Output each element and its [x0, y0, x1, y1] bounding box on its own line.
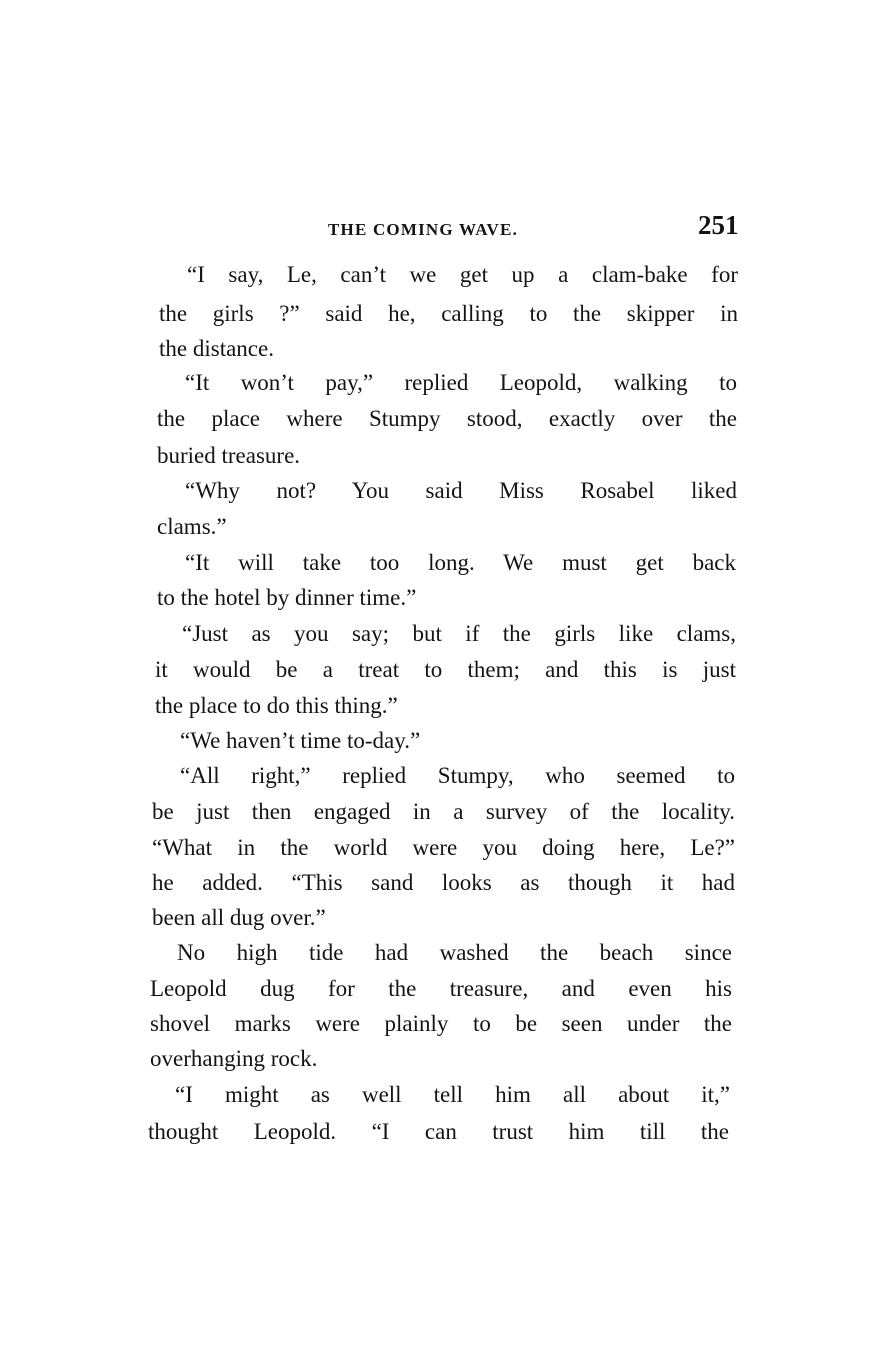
text-line: the place where Stumpy stood, exactly over the	[157, 406, 737, 431]
page-number: 251	[698, 210, 739, 240]
text-line: the girls ?” said he, calling to the skipper in	[159, 301, 738, 326]
text-line: “What in the world were you doing here, Le?”	[152, 835, 735, 860]
text-line: be just then engaged in a survey of the locality.	[152, 799, 735, 824]
text-line: “It won’t pay,” replied Leopold, walking to	[185, 370, 737, 395]
text-line: thought Leopold. “I can trust him till the	[148, 1119, 729, 1144]
text-line: shovel marks were plainly to be seen under the	[150, 1011, 732, 1036]
text-line: it would be a treat to them; and this is just	[155, 657, 736, 682]
text-line: “Just as you say; but if the girls like clams,	[182, 621, 736, 646]
text-line: overhanging rock.	[150, 1046, 318, 1071]
text-line: he added. “This sand looks as though it had	[152, 870, 735, 895]
text-line: to the hotel by dinner time.”	[157, 585, 417, 610]
text-line: “It will take too long. We must get back	[185, 550, 736, 575]
text-line: No high tide had washed the beach since	[177, 940, 732, 965]
text-line: the place to do this thing.”	[155, 693, 398, 718]
text-line: “We haven’t time to-day.”	[180, 728, 421, 753]
text-line: “I say, Le, can’t we get up a clam-bake for	[187, 262, 738, 287]
text-line: clams.”	[157, 514, 227, 539]
text-line: “Why not? You said Miss Rosabel liked	[185, 478, 737, 503]
text-line: “All right,” replied Stumpy, who seemed to	[180, 763, 735, 788]
text-line: buried treasure.	[157, 443, 301, 468]
text-line: been all dug over.”	[152, 905, 326, 930]
text-line: the distance.	[159, 336, 274, 361]
running-head-title: THE COMING WAVE.	[328, 220, 519, 239]
text-line: Leopold dug for the treasure, and even his	[150, 976, 732, 1001]
text-line: “I might as well tell him all about it,”	[175, 1082, 730, 1107]
